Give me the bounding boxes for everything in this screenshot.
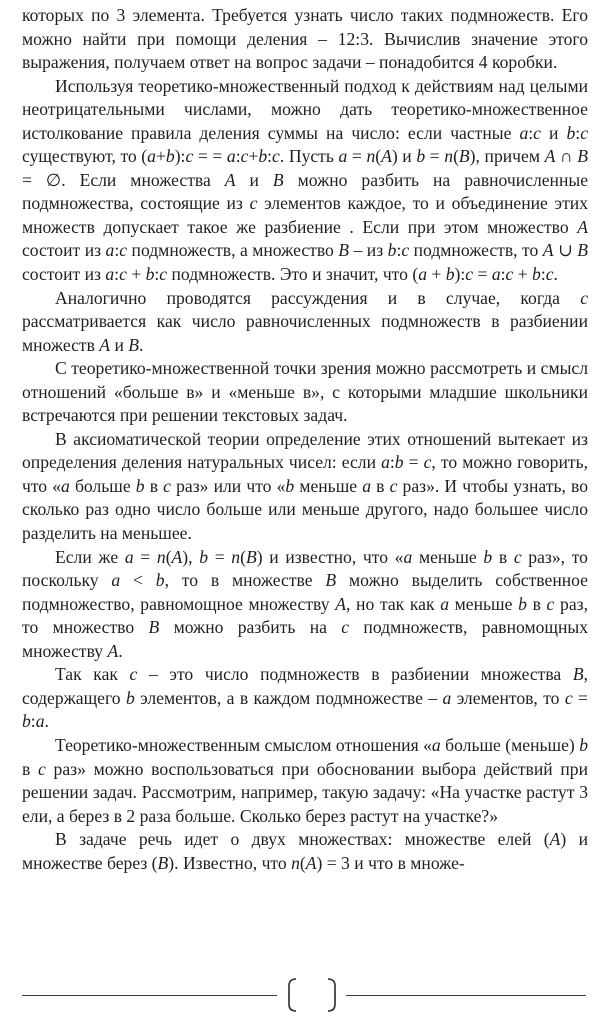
paragraph-6: Если же a = n(A), b = n(B) и известно, что «a меньше b в c раз», то поскольку a < b, то в множестве B можно выделить собственное подмножество, равномощное множеству A, но так как a меньше b в c раз, то множество B можно разбить на c подмножеств, равномощных множеству A. bbox=[22, 546, 588, 661]
right-bracket bbox=[328, 979, 335, 1011]
paragraph-2: Используя теоретико-множественный подход к действиям над целыми неотрицательными числами, можно дать теоретико-множественное истолкование правила деления суммы на число: если частные a:c и b:c существуют, то (a+b):c = = a:c+b:c. Пусть a = n(A) и b = n(B), причем A ∩ B = ∅. Если множества A и B можно разбить на равночисленные подмножества, состоящие из c элементов каждое, то и объединение этих множеств допускает такое же разбиение . Если при этом множество A состоит из a:c подмножеств, а множество B – из b:c подмножеств, то A ∪ B состоит из a:c + b:c подмножеств. Это и значит, что (a + b):c = a:c + b:c. bbox=[22, 75, 589, 285]
paragraph-9: В задаче речь идет о двух множествах: множестве елей (A) и множестве берез (B). Известно, что n(A) = 3 и что в множе- bbox=[22, 829, 588, 873]
paragraph-7: Так как c – это число подмножеств в разбиении множества B, содержащего b элементов, а в каждом подмножестве – a элементов, то c = b:a. bbox=[22, 664, 588, 732]
left-bracket bbox=[289, 979, 296, 1011]
page-number-brackets bbox=[0, 975, 607, 1015]
body-text bbox=[22, 4, 588, 875]
paragraph-3: Аналогично проводятся рассуждения и в случае, когда c рассматривается как число равночисленных подмножеств в разбиении множеств A и B. bbox=[22, 287, 588, 355]
paragraph-4: С теоретико-множественной точки зрения можно рассмотреть и смысл отношений «больше в» и «меньше в», с которыми младшие школьники встречаются при решении текстовых задач. bbox=[22, 358, 588, 426]
page-footer bbox=[0, 975, 607, 1015]
paragraph-5: В аксиоматической теории определение этих отношений вытекает из определения деления натуральных чисел: если a:b = c, то можно говорить, что «a больше b в c раз» или что «b меньше a в c раз». И чтобы узнать, во сколько раз одно число больше или меньше другого, надо большее число разделить на меньшее. bbox=[22, 428, 588, 544]
paragraph-1: которых по 3 элемента. Требуется узнать число таких подмножеств. Его можно найти при помощи деления – 12:3. Вычислив значение этого выражения, получаем ответ на вопрос задачи – понадобится 4 коробки. bbox=[22, 5, 588, 73]
paragraph-8: Теоретико-множественным смыслом отношения «a больше (меньше) b в c раз» можно воспользоваться при обосновании выбора действий при решении задач. Рассмотрим, например, такую задачу: «На участке растут 3 ели, а берез в 2 раза больше. Сколько берез растут на участке?» bbox=[22, 734, 588, 826]
